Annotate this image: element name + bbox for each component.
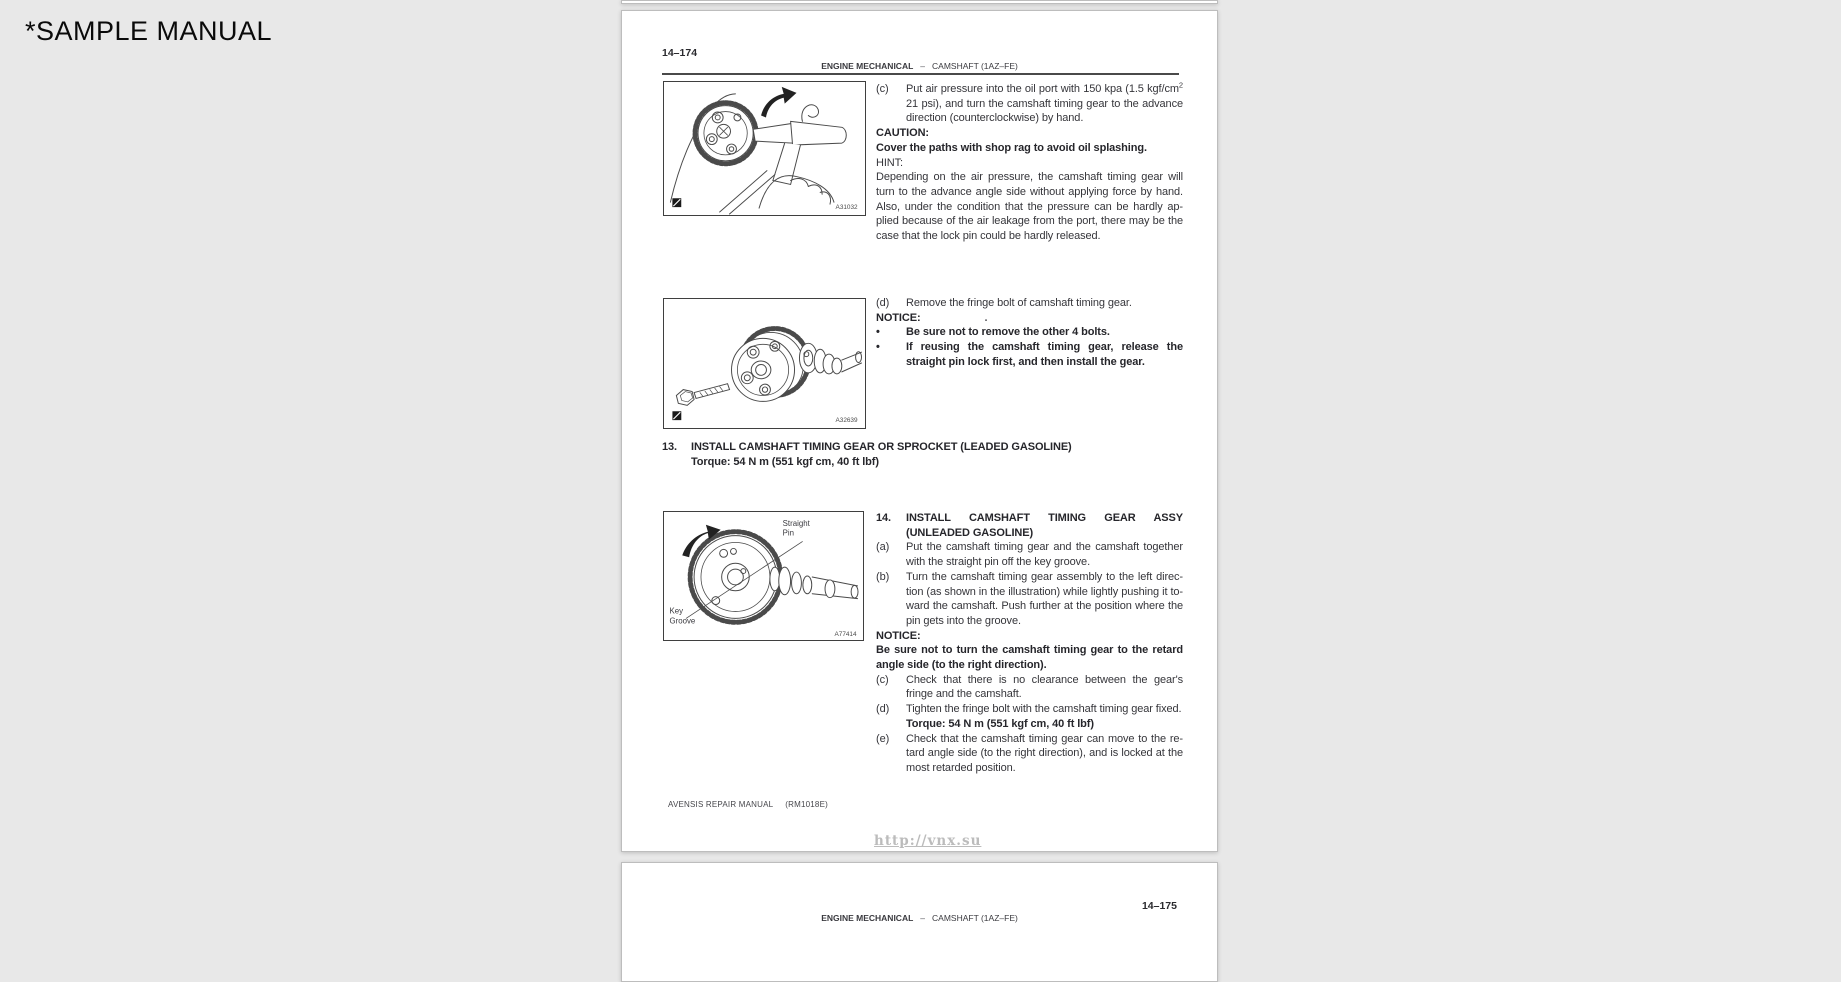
caution-text: Cover the paths with shop rag to avoid oil splashing. — [876, 141, 1147, 154]
body-line: INSTALL CAMSHAFT TIMING GEAR ASSY — [906, 512, 1183, 524]
step-marker: (c) — [876, 83, 889, 95]
notice-label: NOTICE: — [876, 629, 921, 642]
previous-page-bottom-edge — [621, 0, 1218, 4]
body-line: Turn the camshaft timing gear assembly to the left direc- — [906, 570, 1183, 583]
body-line: plied because of the air leakage from the port, there may be the — [876, 215, 1183, 228]
exploded-view-drawing — [664, 299, 865, 428]
notice-label: NOTICE: . — [876, 311, 988, 324]
caution-label: CAUTION: — [876, 127, 929, 140]
step-d-lines — [906, 702, 1183, 717]
step-title-lines — [906, 511, 1183, 540]
step-b-lines — [906, 570, 1183, 629]
step-e-lines — [906, 732, 1183, 776]
manual-code: (RM1018E) — [785, 800, 828, 809]
body-line: (UNLEADED GASOLINE) — [906, 526, 1034, 539]
torque-spec: Torque: 54 N m (551 kgf cm, 40 ft lbf) — [906, 717, 1094, 730]
watermark: http://vnx.su — [874, 833, 982, 849]
air-gun-drawing — [664, 82, 865, 215]
header-subsection: CAMSHAFT (1AZ–FE) — [932, 913, 1018, 923]
figure-logo-icon — [672, 411, 681, 420]
body-line: Also, under the condition that the pressure can be hardly ap- — [876, 200, 1183, 213]
body-line: Put air pressure into the oil port with 150 kpa (1.5 kgf/$cm^2$ — [906, 80, 1183, 95]
body-line: 21 psi), and turn the camshaft timing gear to the advance — [906, 97, 1183, 110]
step-marker: (b) — [876, 570, 890, 583]
step-number: 13. — [662, 441, 677, 453]
figure-straight-pin-illustration — [663, 511, 864, 641]
body-line: direction (counterclockwise) by hand. — [906, 112, 1084, 125]
key-groove-label-2: Groove — [669, 616, 696, 626]
page-number: 14–174 — [662, 47, 698, 59]
step-marker: (d) — [876, 297, 890, 309]
header-section: ENGINE MECHANICAL — [821, 913, 914, 923]
manual-page-175 — [621, 862, 1218, 982]
body-line: Put the camshaft timing gear and the camshaft together — [906, 541, 1183, 554]
straight-pin-label-2: Pin — [782, 528, 795, 538]
gear-pin-drawing — [664, 512, 863, 640]
body-line: tard angle side (to the right direction), and is locked at the — [906, 747, 1183, 760]
step-d-block — [876, 296, 1183, 370]
step-c-block — [876, 82, 1183, 244]
body-line: most retarded position. — [906, 761, 1016, 774]
figure-code: A32639 — [835, 417, 858, 425]
hint-label: HINT: — [876, 156, 904, 169]
notice-bullet-1 — [906, 325, 1183, 340]
header-rule — [662, 73, 1179, 75]
body-line: Check that the camshaft timing gear can move to the re- — [906, 732, 1183, 745]
bullet-icon: • — [876, 341, 880, 354]
header-separator: – — [920, 61, 926, 71]
step-number: 14. — [876, 512, 891, 524]
page-header — [622, 61, 1217, 71]
body-line: angle side (to the right direction). — [876, 659, 1047, 672]
figure-code: A77414 — [834, 631, 857, 639]
body-line: pin gets into the groove. — [906, 614, 1021, 627]
body-line: If reusing the camshaft timing gear, release the — [906, 341, 1183, 354]
step-a-lines — [906, 540, 1183, 569]
rotation-arrow-icon — [761, 87, 796, 118]
body-line: Depending on the air pressure, the camshaft timing gear will — [876, 171, 1183, 184]
header-separator: – — [920, 913, 926, 923]
body-line: straight pin lock first, and then install the gear. — [906, 355, 1145, 368]
step-title: INSTALL CAMSHAFT TIMING GEAR OR SPROCKET (LEADED GASOLINE) — [691, 441, 1072, 453]
notice-lines — [876, 643, 1183, 672]
body-line: Be sure not to turn the camshaft timing gear to the retard — [876, 644, 1183, 657]
header-subsection: CAMSHAFT (1AZ–FE) — [932, 61, 1018, 71]
figure-air-pressure-illustration — [663, 81, 866, 216]
bullet-icon: • — [876, 326, 880, 339]
torque-spec: Torque: 54 N m (551 kgf cm, 40 ft lbf) — [691, 455, 879, 468]
body-line: tion (as shown in the illustration) while lightly pushing it to- — [906, 585, 1183, 598]
page-header — [622, 913, 1217, 923]
figure-exploded-gear-illustration — [663, 298, 866, 429]
body-lines — [906, 97, 1183, 126]
stray-mark: . — [984, 311, 988, 324]
manual-title: AVENSIS REPAIR MANUAL — [668, 800, 774, 809]
body-line: Remove the fringe bolt of camshaft timing gear. — [906, 297, 1132, 309]
body-line: Check that there is no clearance between the gear's — [906, 673, 1183, 686]
page-footer — [668, 800, 828, 809]
header-section: ENGINE MECHANICAL — [821, 61, 914, 71]
page-number: 14–175 — [1141, 900, 1177, 912]
figure-logo-icon — [672, 198, 681, 207]
step-marker: (c) — [876, 673, 889, 686]
notice-bullet-2 — [906, 340, 1183, 369]
body-line: ward the camshaft. Push further at the position where the — [906, 600, 1183, 613]
key-groove-label: Key — [669, 606, 684, 616]
hint-lines — [876, 170, 1183, 244]
manual-page-174 — [621, 10, 1218, 852]
superscript: 2 — [1178, 80, 1183, 90]
body-line: with the straight pin off the key groove. — [906, 556, 1091, 569]
step-14-block — [876, 511, 1183, 776]
step-marker: (a) — [876, 541, 890, 554]
body-line: Tighten the fringe bolt with the camshaft timing gear fixed. — [906, 703, 1182, 716]
step-marker: (d) — [876, 703, 890, 716]
body-line: case that the lock pin could be hardly released. — [876, 230, 1101, 243]
step-13-block — [662, 440, 1187, 469]
sample-manual-overlay-text: *SAMPLE MANUAL — [25, 16, 273, 46]
body-line: Be sure not to remove the other 4 bolts. — [906, 326, 1110, 339]
figure-code: A31032 — [835, 204, 858, 212]
straight-pin-label: Straight — [782, 518, 810, 528]
body-line: turn to the advance angle side without applying force by hand. — [876, 185, 1183, 198]
step-c-lines — [906, 673, 1183, 702]
body-line: fringe and the camshaft. — [906, 688, 1022, 701]
step-marker: (e) — [876, 732, 890, 745]
